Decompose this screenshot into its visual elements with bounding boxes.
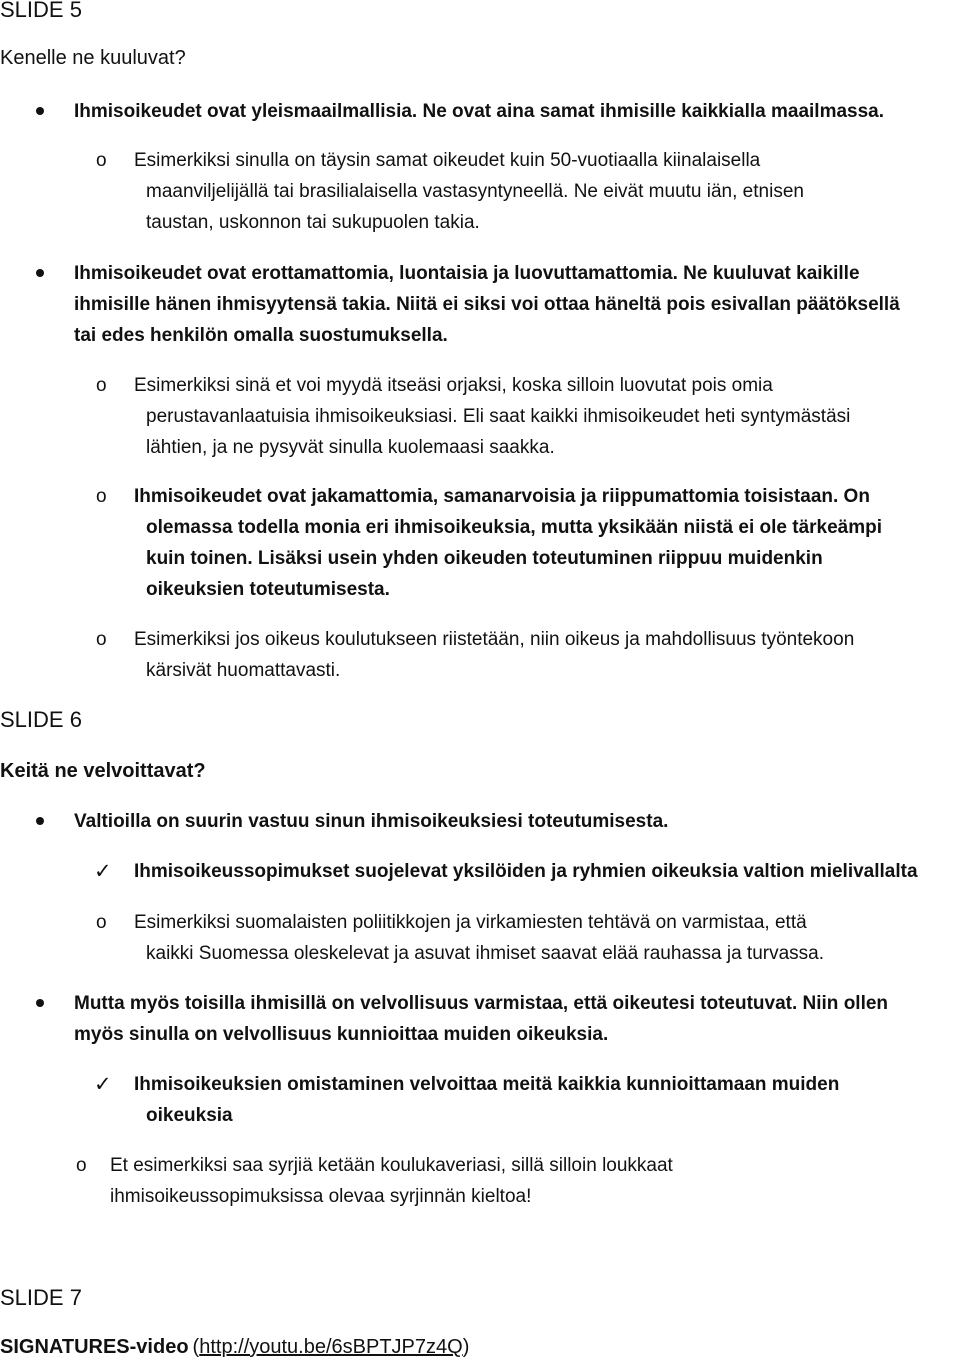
sub-bullet-marker: o <box>96 150 107 171</box>
slide-5-bullet-1-sub-line: maanviljelijällä tai brasilialaisella vastasyntyneellä. Ne eivät muutu iän, etnisen <box>146 181 804 202</box>
slide-6-sub-2-line: ihmisoikeussopimuksissa olevaa syrjinnän kieltoa! <box>110 1186 532 1207</box>
slide-6-bullet-2-line: Mutta myös toisilla ihmisillä on velvollisuus varmistaa, että oikeutesi toteutuvat. Niin ollen <box>74 993 889 1014</box>
slide-5-sub-2-line: olemassa todella monia eri ihmisoikeuksia, mutta yksikään niistä ei ole tärkeämpi <box>146 517 883 538</box>
check-icon: ✓ <box>94 1073 112 1096</box>
slide-5-question: Kenelle ne kuuluvat? <box>0 47 186 69</box>
slide-5-sub-1-line: lähtien, ja ne pysyvät sinulla kuolemaasi saakka. <box>146 437 555 458</box>
slide-6-sub-line: Esimerkiksi suomalaisten poliitikkojen ja virkamiesten tehtävä on varmistaa, että <box>134 912 807 933</box>
slide-5-bullet-1: Ihmisoikeudet ovat yleismaailmallisia. Ne ovat aina samat ihmisille kaikkialla maailmassa. <box>74 101 885 122</box>
slide-7-heading: SLIDE 7 <box>0 1285 82 1310</box>
slide-6-check-1: Ihmisoikeussopimukset suojelevat yksilöiden ja ryhmien oikeuksia valtion mielivallalta <box>134 861 918 882</box>
slide-5-sub-2-line: oikeuksien toteutumisesta. <box>146 579 390 600</box>
sub-bullet-marker: o <box>96 486 107 507</box>
slide-5-sub-3-line: kärsivät huomattavasti. <box>146 660 341 681</box>
video-label: SIGNATURES-video <box>0 1336 189 1358</box>
paren-open: ( <box>192 1336 200 1358</box>
video-link[interactable]: http://youtu.be/6sBPTJP7z4Q <box>199 1336 463 1358</box>
slide-6-bullet-1: Valtioilla on suurin vastuu sinun ihmisoikeuksiesi toteutumisesta. <box>74 811 669 832</box>
slide-5-sub-1-line: perustavanlaatuisia ihmisoikeuksiasi. Eli saat kaikki ihmisoikeudet heti syntymästäsi <box>146 406 851 427</box>
sub-bullet-marker: o <box>76 1155 87 1176</box>
sub-bullet-marker: o <box>96 629 107 650</box>
slide-6-check-2-line: oikeuksia <box>146 1105 233 1126</box>
paren-close: ) <box>462 1336 470 1358</box>
bullet-icon <box>36 269 44 277</box>
slide-5-heading: SLIDE 5 <box>0 0 82 22</box>
slide-5-sub-3-line: Esimerkiksi jos oikeus koulutukseen riistetään, niin oikeus ja mahdollisuus työntekoon <box>134 629 855 650</box>
slide-6-heading: SLIDE 6 <box>0 707 82 732</box>
slide-5-sub-2-line: kuin toinen. Lisäksi usein yhden oikeuden toteutuminen riippuu muidenkin <box>146 548 823 569</box>
bullet-icon <box>36 107 44 115</box>
slide-5-sub-2-line: Ihmisoikeudet ovat jakamattomia, samanarvoisia ja riippumattomia toisistaan. On <box>134 486 870 507</box>
slide-5-sub-1-line: Esimerkiksi sinä et voi myydä itseäsi orjaksi, koska silloin luovutat pois omia <box>134 375 773 396</box>
sub-bullet-marker: o <box>96 375 107 396</box>
slide-5-bullet-2-line: tai edes henkilön omalla suostumuksella. <box>74 325 448 346</box>
slide-5-bullet-1-sub-line: taustan, uskonnon tai sukupuolen takia. <box>146 212 480 233</box>
slide-6-bullet-2-line: myös sinulla on velvollisuus kunnioittaa muiden oikeuksia. <box>74 1024 609 1045</box>
slide-5-bullet-2-line: Ihmisoikeudet ovat erottamattomia, luontaisia ja luovuttamattomia. Ne kuuluvat kaikille <box>74 263 860 284</box>
slide-5-bullet-2-line: ihmisille hänen ihmisyytensä takia. Niitä ei siksi voi ottaa häneltä pois esivallan päätöksellä <box>74 294 900 315</box>
slide-6-question: Keitä ne velvoittavat? <box>0 760 206 782</box>
slide-6-sub-line: kaikki Suomessa oleskelevat ja asuvat ihmiset saavat elää rauhassa ja turvassa. <box>146 943 825 964</box>
bullet-icon <box>36 817 44 825</box>
video-line <box>0 1332 469 1363</box>
slide-6-check-2-line: Ihmisoikeuksien omistaminen velvoittaa meitä kaikkia kunnioittamaan muiden <box>134 1074 840 1095</box>
bullet-icon <box>36 999 44 1007</box>
slide-5-bullet-1-sub-line: Esimerkiksi sinulla on täysin samat oikeudet kuin 50-vuotiaalla kiinalaisella <box>134 150 761 171</box>
sub-bullet-marker: o <box>96 912 107 933</box>
check-icon: ✓ <box>94 860 112 883</box>
slide-6-sub-2-line: Et esimerkiksi saa syrjiä ketään koulukaveriasi, sillä silloin loukkaat <box>110 1155 673 1176</box>
